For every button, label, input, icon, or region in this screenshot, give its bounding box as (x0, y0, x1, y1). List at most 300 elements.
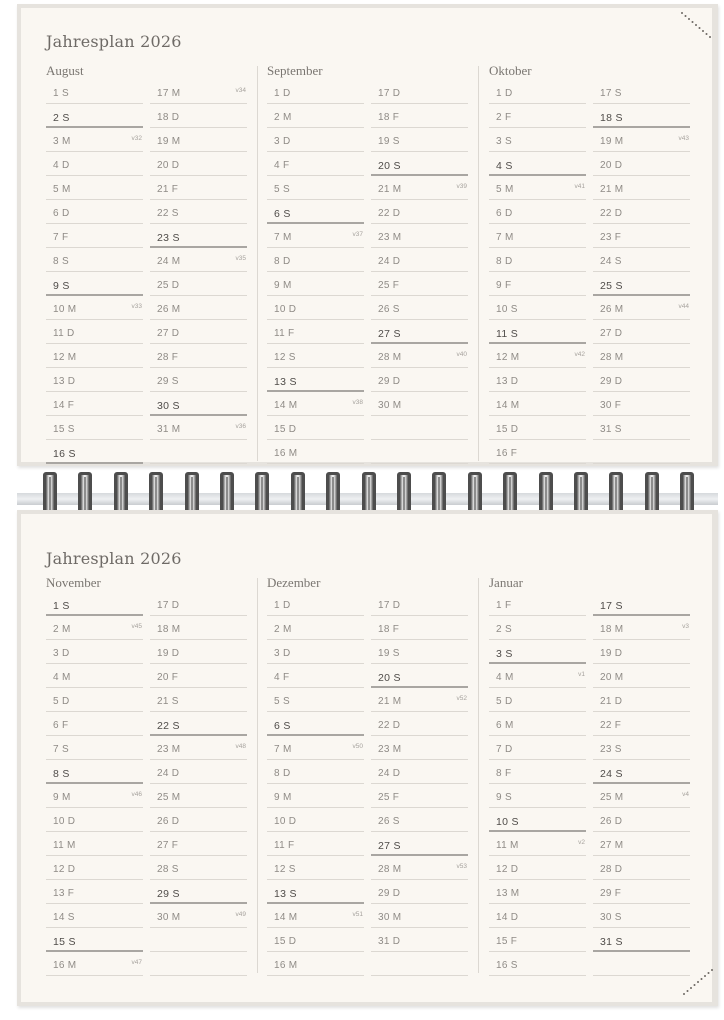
day-row[interactable] (267, 712, 364, 736)
week-number: v33 (131, 303, 142, 310)
day-row[interactable] (46, 176, 143, 200)
day-row[interactable] (267, 248, 364, 272)
day-row[interactable] (371, 640, 468, 664)
day-row[interactable] (593, 440, 690, 464)
day-label: 27 F (157, 840, 179, 851)
day-label: 7 M (274, 744, 292, 755)
day-row[interactable] (150, 616, 247, 640)
day-column (371, 80, 468, 464)
day-label: 14 S (53, 912, 75, 923)
day-row[interactable] (489, 616, 586, 640)
day-row[interactable] (150, 952, 247, 976)
day-row[interactable] (46, 104, 143, 128)
day-label: 24 D (378, 768, 401, 779)
corner-dots-icon (680, 10, 714, 44)
day-row[interactable] (267, 664, 364, 688)
day-row[interactable] (46, 688, 143, 712)
day-label: 5 M (496, 184, 514, 195)
day-row[interactable] (371, 952, 468, 976)
day-label: 1 D (496, 88, 513, 99)
day-label: 27 S (378, 840, 401, 852)
day-row[interactable] (371, 248, 468, 272)
day-row[interactable] (593, 152, 690, 176)
day-row[interactable] (593, 784, 690, 808)
day-row[interactable] (267, 928, 364, 952)
day-row[interactable] (593, 248, 690, 272)
day-row[interactable] (489, 296, 586, 320)
day-row[interactable] (46, 856, 143, 880)
day-label: 21 M (600, 184, 624, 195)
day-label: 17 D (378, 600, 401, 611)
day-row[interactable] (489, 224, 586, 248)
day-label: 28 D (600, 864, 623, 875)
day-row[interactable] (150, 224, 247, 248)
day-label: 17 D (378, 88, 401, 99)
day-label: 14 M (274, 912, 298, 923)
day-row[interactable] (150, 272, 247, 296)
day-row[interactable] (46, 440, 143, 464)
day-row[interactable] (46, 880, 143, 904)
day-label: 27 D (157, 328, 180, 339)
day-label: 12 M (53, 352, 77, 363)
day-row[interactable] (267, 200, 364, 224)
day-label: 22 D (378, 720, 401, 731)
day-row[interactable] (150, 248, 247, 272)
day-label: 20 D (600, 160, 623, 171)
day-label: 10 M (53, 304, 77, 315)
day-row[interactable] (267, 416, 364, 440)
day-label: 19 D (157, 648, 180, 659)
month-januar (489, 574, 693, 971)
day-row[interactable] (593, 736, 690, 760)
day-column (150, 80, 247, 464)
day-row[interactable] (371, 176, 468, 200)
day-row[interactable] (593, 416, 690, 440)
day-label: 11 F (274, 840, 295, 851)
day-row[interactable] (489, 688, 586, 712)
day-label: 15 D (496, 424, 519, 435)
day-row[interactable] (593, 904, 690, 928)
day-row[interactable] (150, 856, 247, 880)
day-row[interactable] (46, 640, 143, 664)
day-row[interactable] (267, 832, 364, 856)
day-label: 7 S (53, 744, 69, 755)
day-row[interactable] (593, 832, 690, 856)
day-row[interactable] (371, 416, 468, 440)
day-row[interactable] (593, 808, 690, 832)
week-number: v3 (682, 623, 689, 630)
day-row[interactable] (371, 152, 468, 176)
day-row[interactable] (371, 712, 468, 736)
day-label: 16 F (496, 448, 518, 459)
day-row[interactable] (46, 808, 143, 832)
day-row[interactable] (46, 392, 143, 416)
day-row[interactable] (150, 880, 247, 904)
day-row[interactable] (150, 392, 247, 416)
day-row[interactable] (371, 592, 468, 616)
day-row[interactable] (150, 152, 247, 176)
day-row[interactable] (150, 928, 247, 952)
day-row[interactable] (371, 344, 468, 368)
day-row[interactable] (150, 368, 247, 392)
day-row[interactable] (267, 320, 364, 344)
day-row[interactable] (593, 640, 690, 664)
day-row[interactable] (593, 128, 690, 152)
day-row[interactable] (371, 784, 468, 808)
week-number: v2 (578, 839, 585, 846)
day-label: 8 S (53, 256, 69, 267)
day-label: 15 F (496, 936, 518, 947)
day-row[interactable] (46, 272, 143, 296)
day-row[interactable] (489, 128, 586, 152)
day-label: 25 S (600, 280, 623, 292)
week-number: v39 (456, 183, 467, 190)
day-label: 16 S (496, 960, 518, 971)
day-row[interactable] (371, 616, 468, 640)
day-row[interactable] (150, 592, 247, 616)
week-number: v1 (578, 671, 585, 678)
day-row[interactable] (150, 320, 247, 344)
day-row[interactable] (267, 952, 364, 976)
day-label: 24 S (600, 256, 622, 267)
day-row[interactable] (267, 80, 364, 104)
day-row[interactable] (593, 296, 690, 320)
day-row[interactable] (593, 856, 690, 880)
day-row[interactable] (593, 592, 690, 616)
day-row[interactable] (593, 80, 690, 104)
day-row[interactable] (489, 344, 586, 368)
day-row[interactable] (371, 80, 468, 104)
day-row[interactable] (46, 712, 143, 736)
day-row[interactable] (150, 808, 247, 832)
day-label: 29 D (378, 376, 401, 387)
day-row[interactable] (150, 80, 247, 104)
week-number: v42 (574, 351, 585, 358)
day-row[interactable] (46, 736, 143, 760)
day-row[interactable] (593, 368, 690, 392)
day-row[interactable] (489, 104, 586, 128)
day-row[interactable] (46, 416, 143, 440)
day-row[interactable] (593, 712, 690, 736)
day-column (267, 80, 364, 464)
day-label: 5 S (274, 184, 290, 195)
day-label: 11 D (53, 328, 75, 339)
day-row[interactable] (46, 368, 143, 392)
day-label: 23 S (157, 232, 180, 244)
day-row[interactable] (489, 176, 586, 200)
day-row[interactable] (593, 344, 690, 368)
day-label: 9 S (53, 280, 70, 292)
day-row[interactable] (150, 128, 247, 152)
month-divider (478, 578, 479, 973)
day-row[interactable] (267, 760, 364, 784)
day-label: 29 F (600, 888, 622, 899)
day-row[interactable] (46, 320, 143, 344)
day-row[interactable] (489, 368, 586, 392)
day-label: 18 M (157, 624, 181, 635)
day-label: 20 S (378, 672, 401, 684)
day-row[interactable] (267, 808, 364, 832)
day-row[interactable] (46, 616, 143, 640)
week-number: v53 (456, 863, 467, 870)
day-row[interactable] (489, 416, 586, 440)
day-row[interactable] (489, 152, 586, 176)
day-row[interactable] (150, 664, 247, 688)
day-row[interactable] (371, 128, 468, 152)
day-label: 30 S (600, 912, 622, 923)
day-row[interactable] (489, 272, 586, 296)
day-row[interactable] (267, 640, 364, 664)
day-row[interactable] (46, 200, 143, 224)
day-row[interactable] (489, 592, 586, 616)
day-label: 6 M (496, 720, 514, 731)
day-row[interactable] (267, 176, 364, 200)
day-row[interactable] (150, 712, 247, 736)
day-row[interactable] (371, 664, 468, 688)
day-label: 16 M (53, 960, 77, 971)
day-label: 21 D (600, 696, 623, 707)
day-row[interactable] (267, 104, 364, 128)
day-row[interactable] (489, 80, 586, 104)
day-row[interactable] (267, 368, 364, 392)
day-row[interactable] (489, 904, 586, 928)
day-row[interactable] (150, 344, 247, 368)
day-label: 2 M (274, 112, 292, 123)
day-row[interactable] (150, 760, 247, 784)
day-row[interactable] (267, 616, 364, 640)
day-label: 31 S (600, 424, 622, 435)
day-row[interactable] (267, 592, 364, 616)
day-row[interactable] (46, 296, 143, 320)
day-row[interactable] (46, 80, 143, 104)
day-row[interactable] (489, 664, 586, 688)
day-label: 1 S (53, 88, 69, 99)
day-row[interactable] (489, 784, 586, 808)
day-row[interactable] (489, 856, 586, 880)
day-row[interactable] (489, 952, 586, 976)
day-row[interactable] (371, 856, 468, 880)
day-row[interactable] (371, 808, 468, 832)
day-label: 18 F (378, 112, 400, 123)
day-label: 8 F (496, 768, 512, 779)
day-label: 24 D (157, 768, 180, 779)
day-row[interactable] (150, 104, 247, 128)
day-row[interactable] (46, 664, 143, 688)
day-label: 13 F (53, 888, 75, 899)
day-label: 19 S (378, 648, 400, 659)
day-column (489, 592, 586, 976)
week-number: v52 (456, 695, 467, 702)
day-label: 13 S (274, 888, 297, 900)
day-column (593, 592, 690, 976)
day-label: 28 M (378, 864, 402, 875)
day-row[interactable] (593, 616, 690, 640)
day-row[interactable] (150, 904, 247, 928)
day-label: 20 F (157, 672, 179, 683)
day-label: 10 S (496, 816, 519, 828)
day-row[interactable] (593, 952, 690, 976)
day-row[interactable] (46, 344, 143, 368)
day-label: 29 S (157, 888, 180, 900)
week-number: v34 (235, 87, 246, 94)
day-label: 20 M (600, 672, 624, 683)
week-number: v41 (574, 183, 585, 190)
day-row[interactable] (489, 392, 586, 416)
day-row[interactable] (46, 928, 143, 952)
day-label: 2 M (53, 624, 71, 635)
day-row[interactable] (371, 272, 468, 296)
day-row[interactable] (267, 904, 364, 928)
day-row[interactable] (593, 104, 690, 128)
day-row[interactable] (489, 712, 586, 736)
day-row[interactable] (150, 440, 247, 464)
day-row[interactable] (371, 104, 468, 128)
day-label: 2 F (496, 112, 512, 123)
day-row[interactable] (593, 928, 690, 952)
day-row[interactable] (46, 904, 143, 928)
day-label: 6 F (53, 720, 69, 731)
day-label: 30 M (378, 400, 402, 411)
day-row[interactable] (371, 320, 468, 344)
day-row[interactable] (489, 200, 586, 224)
day-label: 1 D (274, 600, 291, 611)
day-row[interactable] (150, 176, 247, 200)
day-label: 3 D (274, 648, 291, 659)
day-row[interactable] (593, 760, 690, 784)
day-row[interactable] (267, 152, 364, 176)
day-row[interactable] (267, 224, 364, 248)
day-label: 23 M (378, 232, 402, 243)
day-label: 14 F (53, 400, 75, 411)
day-row[interactable] (150, 832, 247, 856)
day-row[interactable] (489, 440, 586, 464)
day-row[interactable] (46, 592, 143, 616)
day-row[interactable] (593, 880, 690, 904)
day-row[interactable] (267, 344, 364, 368)
day-label: 28 M (378, 352, 402, 363)
day-label: 8 D (274, 768, 291, 779)
day-label: 9 F (496, 280, 512, 291)
day-label: 24 M (157, 256, 181, 267)
day-row[interactable] (593, 176, 690, 200)
day-label: 12 D (496, 864, 519, 875)
day-label: 11 S (496, 328, 519, 340)
day-row[interactable] (371, 880, 468, 904)
day-label: 13 M (496, 888, 520, 899)
day-row[interactable] (267, 128, 364, 152)
day-row[interactable] (150, 200, 247, 224)
day-row[interactable] (371, 688, 468, 712)
week-number: v44 (678, 303, 689, 310)
day-row[interactable] (593, 200, 690, 224)
day-row[interactable] (150, 640, 247, 664)
day-row[interactable] (46, 832, 143, 856)
day-label: 26 D (600, 816, 623, 827)
day-label: 1 D (274, 88, 291, 99)
day-label: 6 D (53, 208, 70, 219)
day-row[interactable] (46, 128, 143, 152)
day-label: 3 D (274, 136, 291, 147)
day-row[interactable] (150, 784, 247, 808)
day-row[interactable] (489, 832, 586, 856)
day-label: 19 M (600, 136, 624, 147)
day-row[interactable] (371, 224, 468, 248)
day-row[interactable] (267, 440, 364, 464)
day-row[interactable] (489, 736, 586, 760)
day-row[interactable] (371, 368, 468, 392)
day-row[interactable] (371, 200, 468, 224)
day-label: 10 D (274, 816, 297, 827)
day-row[interactable] (489, 640, 586, 664)
day-row[interactable] (489, 808, 586, 832)
day-label: 25 F (378, 792, 400, 803)
day-row[interactable] (267, 296, 364, 320)
day-row[interactable] (371, 832, 468, 856)
day-row[interactable] (150, 736, 247, 760)
day-row[interactable] (46, 152, 143, 176)
day-row[interactable] (593, 392, 690, 416)
day-row[interactable] (371, 736, 468, 760)
day-row[interactable] (267, 784, 364, 808)
day-row[interactable] (46, 952, 143, 976)
day-row[interactable] (150, 296, 247, 320)
day-row[interactable] (489, 320, 586, 344)
day-label: 2 M (274, 624, 292, 635)
day-row[interactable] (150, 416, 247, 440)
day-row[interactable] (371, 904, 468, 928)
day-row[interactable] (267, 856, 364, 880)
day-row[interactable] (150, 688, 247, 712)
day-row[interactable] (593, 664, 690, 688)
day-row[interactable] (46, 248, 143, 272)
day-row[interactable] (371, 392, 468, 416)
day-label: 29 D (378, 888, 401, 899)
day-row[interactable] (593, 224, 690, 248)
day-row[interactable] (46, 760, 143, 784)
day-row[interactable] (46, 224, 143, 248)
day-row[interactable] (489, 760, 586, 784)
day-label: 7 D (496, 744, 513, 755)
day-label: 21 M (378, 696, 402, 707)
day-row[interactable] (371, 760, 468, 784)
day-row[interactable] (489, 248, 586, 272)
day-row[interactable] (593, 320, 690, 344)
day-row[interactable] (371, 928, 468, 952)
day-row[interactable] (489, 928, 586, 952)
day-label: 18 S (600, 112, 623, 124)
day-row[interactable] (371, 440, 468, 464)
day-label: 16 M (274, 960, 298, 971)
day-label: 11 F (274, 328, 295, 339)
day-label: 12 S (274, 352, 296, 363)
day-row[interactable] (489, 880, 586, 904)
day-row[interactable] (267, 736, 364, 760)
day-label: 26 S (378, 816, 400, 827)
day-label: 13 S (274, 376, 297, 388)
day-label: 23 M (157, 744, 181, 755)
day-row[interactable] (593, 272, 690, 296)
day-row[interactable] (267, 880, 364, 904)
day-label: 23 M (378, 744, 402, 755)
week-number: v49 (235, 911, 246, 918)
day-label: 23 S (600, 744, 622, 755)
day-row[interactable] (267, 392, 364, 416)
day-row[interactable] (46, 784, 143, 808)
day-row[interactable] (267, 272, 364, 296)
day-row[interactable] (267, 688, 364, 712)
day-row[interactable] (371, 296, 468, 320)
day-row[interactable] (593, 688, 690, 712)
